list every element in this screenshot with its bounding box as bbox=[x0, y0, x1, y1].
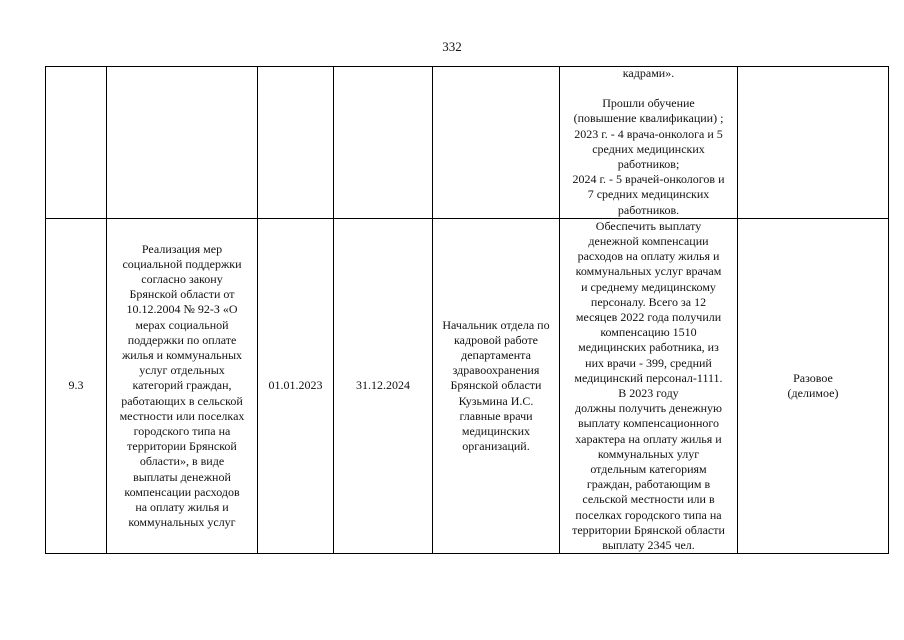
text-line: них врачи - 399, средний bbox=[585, 355, 712, 370]
text-line: городского типа на bbox=[133, 424, 231, 439]
text-line: выплату 2345 чел. bbox=[602, 538, 695, 553]
text-line: поддержки по оплате bbox=[127, 332, 237, 347]
text-line: отдельным категориям bbox=[590, 462, 707, 477]
table-row-continuation bbox=[46, 67, 889, 219]
text-line: Кузьмина И.С. bbox=[458, 393, 534, 408]
text-line: выплату компенсационного bbox=[577, 416, 720, 431]
text-line: услуг отдельных bbox=[139, 363, 225, 378]
cell-end-date bbox=[334, 67, 433, 219]
text-line: характера на оплату жилья и bbox=[575, 431, 722, 446]
text-line: территории Брянской области bbox=[572, 522, 725, 537]
text-line: (делимое) bbox=[787, 386, 839, 401]
text-line: Брянской области bbox=[450, 378, 542, 393]
end-date: 31.12.2024 bbox=[334, 218, 433, 553]
result-text bbox=[563, 219, 734, 553]
text-line: медицинских bbox=[461, 424, 531, 439]
text-line: В 2023 году bbox=[618, 386, 679, 401]
text-line: Прошли обучение bbox=[602, 96, 695, 111]
text-line: на оплату жилья и bbox=[135, 500, 229, 515]
text-line: коммунальных услуг bbox=[128, 515, 236, 530]
text-line: Разовое bbox=[793, 370, 833, 385]
text-line: территории Брянской bbox=[127, 439, 237, 454]
text-line: средних медицинских bbox=[592, 141, 705, 156]
measure-text bbox=[110, 242, 254, 531]
text-line: месяцев 2022 года получили bbox=[575, 310, 722, 325]
text-line: департамента bbox=[461, 348, 531, 363]
table-row-9-3 bbox=[46, 218, 889, 553]
cell-start-date bbox=[258, 67, 334, 219]
text-line: медицинский персонал-1111. bbox=[574, 370, 723, 385]
text-line: коммунальных улуг bbox=[597, 446, 700, 461]
measures-table bbox=[45, 66, 889, 554]
text-line: здравоохранения bbox=[452, 363, 540, 378]
text-line: Реализация мер bbox=[141, 241, 223, 256]
type-text bbox=[741, 371, 885, 401]
text-line: должны получить денежную bbox=[575, 401, 722, 416]
text-line: компенсации расходов bbox=[124, 484, 240, 499]
text-line: выплаты денежной bbox=[133, 469, 231, 484]
text-line: местности или поселках bbox=[119, 408, 245, 423]
result-text bbox=[563, 67, 734, 218]
text-line: категорий граждан, bbox=[132, 378, 232, 393]
text-line: 2024 г. - 5 врачей-онкологов и bbox=[572, 172, 725, 187]
text-line: области», в виде bbox=[139, 454, 225, 469]
text-line: согласно закону bbox=[141, 272, 223, 287]
text-line: граждан, работающим в bbox=[586, 477, 711, 492]
row-number: 9.3 bbox=[46, 218, 107, 553]
text-line bbox=[563, 81, 734, 96]
text-line: работников. bbox=[617, 202, 680, 217]
text-line: поселках городского типа на bbox=[575, 507, 722, 522]
text-line: денежной компенсации bbox=[588, 234, 709, 249]
text-line: Начальник отдела по bbox=[442, 317, 550, 332]
text-line: Обеспечить выплату bbox=[595, 218, 702, 233]
text-line: мерах социальной bbox=[135, 317, 229, 332]
cell-number bbox=[46, 67, 107, 219]
text-line: кадровой работе bbox=[454, 332, 538, 347]
text-line: сельской местности или в bbox=[582, 492, 715, 507]
text-line: персоналу. Всего за 12 bbox=[590, 294, 707, 309]
text-line: главные врачи bbox=[459, 408, 533, 423]
text-line: Брянской области от bbox=[129, 287, 235, 302]
cell-measure bbox=[107, 67, 258, 219]
text-line: компенсацию 1510 bbox=[600, 325, 697, 340]
page-number: 332 bbox=[442, 39, 462, 54]
text-line: работников; bbox=[617, 157, 680, 172]
text-line: 10.12.2004 № 92-З «О bbox=[126, 302, 238, 317]
responsible-text bbox=[436, 318, 556, 455]
text-line: организаций. bbox=[462, 439, 530, 454]
text-line: (повышение квалификации) ; bbox=[573, 111, 724, 126]
cell-responsible bbox=[433, 67, 560, 219]
text-line: кадрами». bbox=[622, 66, 675, 80]
text-line: коммунальных услуг врачам bbox=[575, 264, 722, 279]
cell-result bbox=[560, 67, 738, 219]
text-line: 2023 г. - 4 врача-онколога и 5 bbox=[574, 126, 723, 141]
text-line: работающих в сельской bbox=[121, 393, 243, 408]
text-line: медицинских работника, из bbox=[578, 340, 719, 355]
text-line: 7 средних медицинских bbox=[587, 187, 710, 202]
responsible-persons bbox=[433, 218, 560, 553]
text-line: социальной поддержки bbox=[122, 256, 242, 271]
start-date: 01.01.2023 bbox=[258, 218, 334, 553]
text-line: и среднему медицинскому bbox=[581, 279, 716, 294]
text-line: жилья и коммунальных bbox=[121, 348, 243, 363]
text-line: расходов на оплату жилья и bbox=[577, 249, 720, 264]
measure-description bbox=[107, 218, 258, 553]
cell-type bbox=[738, 67, 889, 219]
measure-type bbox=[738, 218, 889, 553]
expected-result bbox=[560, 218, 738, 553]
